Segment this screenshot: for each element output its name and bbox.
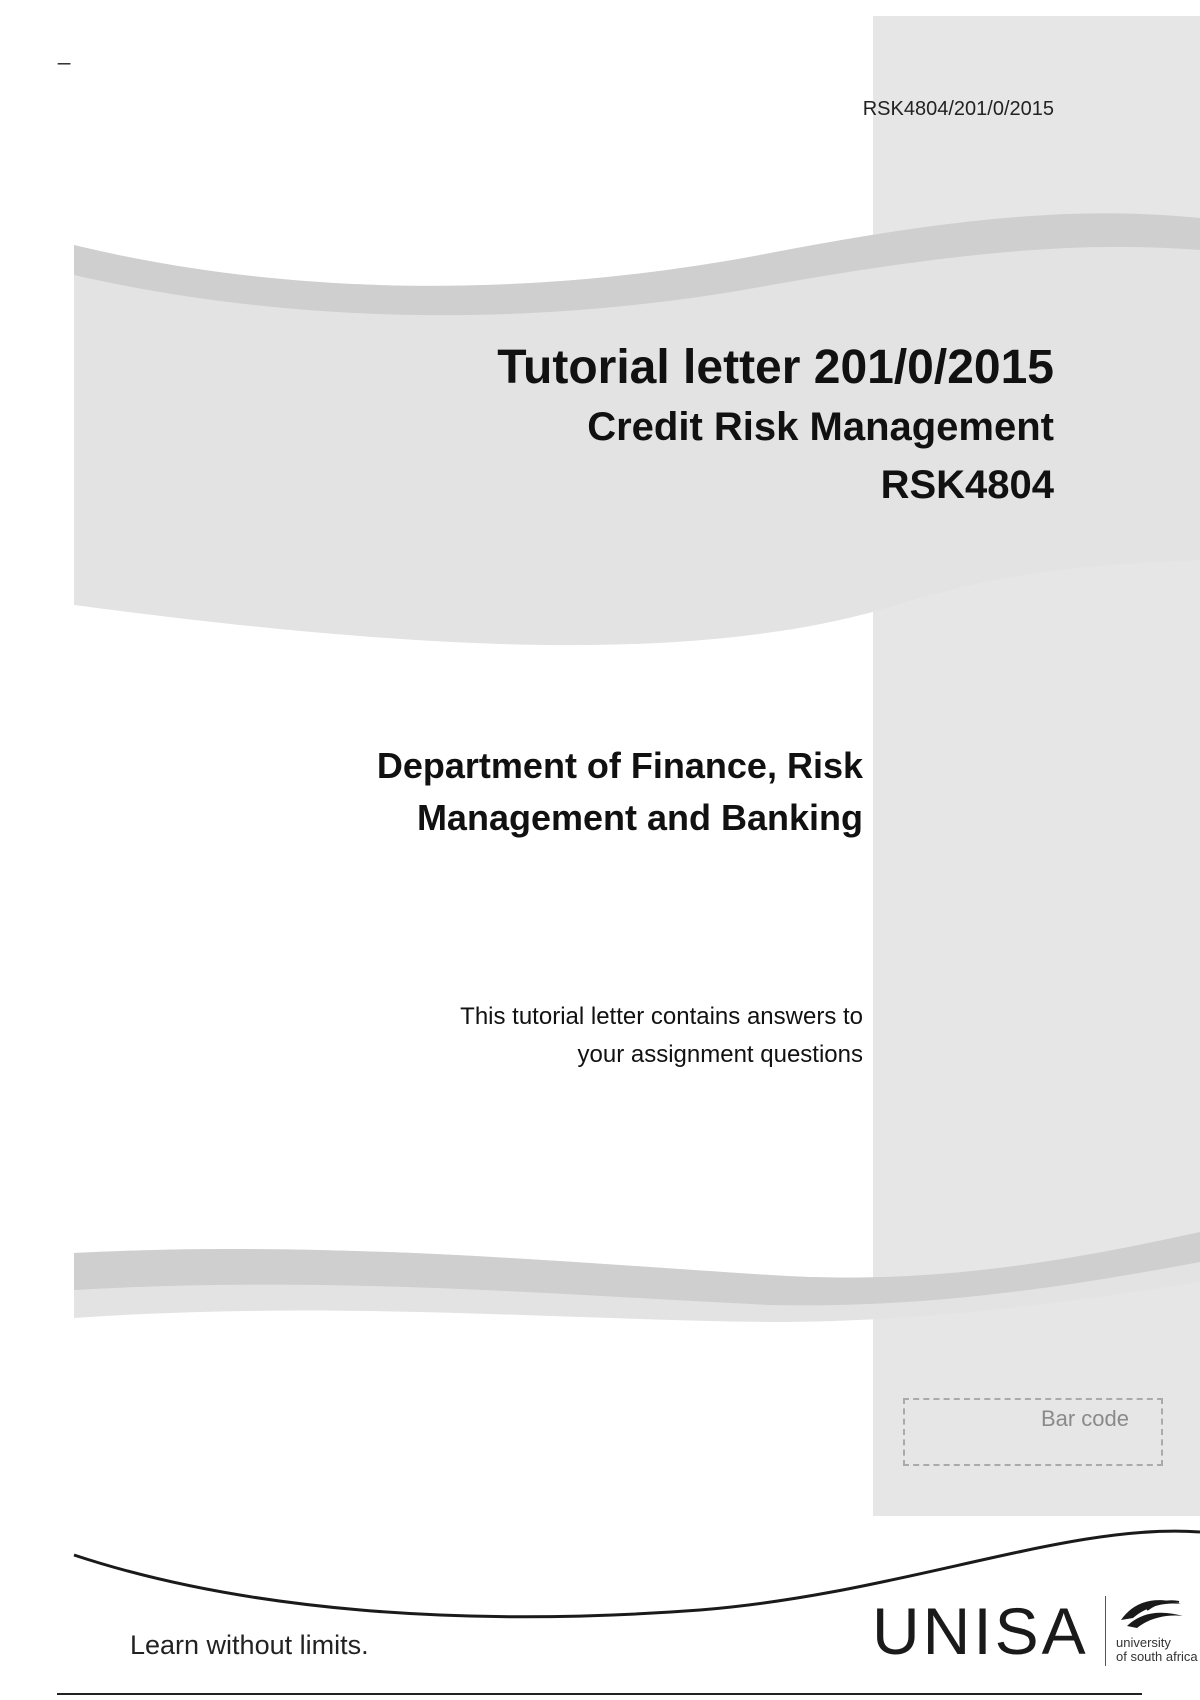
logo-sub-line-2: of south africa <box>1116 1649 1198 1664</box>
contents-note <box>343 998 863 1074</box>
logo-divider <box>1105 1596 1106 1666</box>
top-dash-mark: _ <box>58 40 71 65</box>
module-code: RSK4804 <box>880 463 1054 507</box>
logo-sub-line-1: university <box>1116 1636 1171 1650</box>
department-line-1: Department of Finance, Risk <box>376 745 863 786</box>
tutorial-letter-title: Tutorial letter 201/0/2015 <box>497 341 1054 394</box>
bottom-rule <box>57 1693 1142 1695</box>
unisa-logo-text: UNISA <box>872 1594 1089 1668</box>
unisa-emblem-icon <box>1117 1590 1187 1634</box>
contents-note-line-2: your assignment questions <box>577 1041 863 1068</box>
module-name: Credit Risk Management <box>587 405 1054 449</box>
contents-note-line-1: This tutorial letter contains answers to <box>460 1003 863 1030</box>
slogan: Learn without limits. <box>130 1630 369 1660</box>
department-name <box>303 740 863 844</box>
barcode-box <box>903 1398 1163 1466</box>
unisa-logo-subtext <box>1116 1636 1200 1664</box>
title-block <box>497 338 1054 514</box>
document-code: RSK4804/201/0/2015 <box>862 98 1054 120</box>
department-line-2: Management and Banking <box>416 797 863 838</box>
barcode-label: Bar code <box>1040 1406 1129 1431</box>
